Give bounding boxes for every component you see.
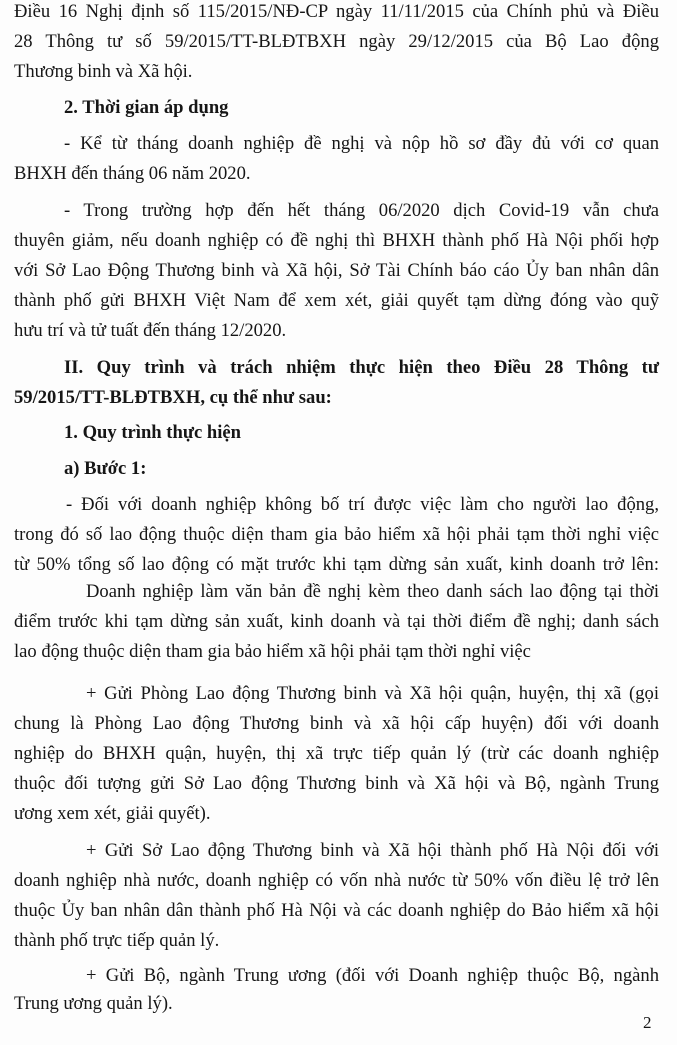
paragraph-line: hưu trí và tử tuất đến tháng 12/2020. (14, 320, 287, 341)
section-heading: 2. Thời gian áp dụng (64, 97, 229, 118)
page-number: 2 (643, 1013, 652, 1032)
bullet-line: ương xem xét, giải quyết). (14, 803, 211, 824)
bullet-line: + Gửi Phòng Lao động Thương binh và Xã hội quận, huyện, thị xã (gọi (86, 683, 659, 704)
bullet-line: chung là Phòng Lao động Thương binh và xã hội cấp huyện) đối với doanh (14, 713, 659, 734)
paragraph-line: lao động thuộc diện tham gia bảo hiểm xã hội phải tạm thời nghỉ việc (14, 641, 531, 662)
paragraph-line: từ 50% tổng số lao động có mặt trước khi tạm dừng sản xuất, kinh doanh trở lên: (14, 554, 659, 575)
paragraph-line: - Trong trường hợp đến hết tháng 06/2020 dịch Covid-19 vẫn chưa (64, 200, 659, 221)
paragraph-line: điểm trước khi tạm dừng sản xuất, kinh doanh và tại thời điểm đề nghị; danh sách (14, 611, 659, 632)
intro-line: 28 Thông tư số 59/2015/TT-BLĐTBXH ngày 29/12/2015 của Bộ Lao động (14, 31, 659, 52)
paragraph-line: trong đó số lao động thuộc diện tham gia bảo hiểm xã hội phải tạm thời nghỉ việc (14, 524, 659, 545)
paragraph-line: với Sở Lao Động Thương binh và Xã hội, Sở Tài Chính báo cáo Ủy ban nhân dân (14, 260, 659, 281)
bullet-line: Trung ương quản lý). (14, 993, 173, 1014)
paragraph-line: Doanh nghiệp làm văn bản đề nghị kèm theo danh sách lao động tại thời (86, 581, 659, 602)
bullet-line: + Gửi Bộ, ngành Trung ương (đối với Doanh nghiệp thuộc Bộ, ngành (86, 965, 659, 986)
bullet-line: nghiệp do BHXH quận, huyện, thị xã trực tiếp quản lý (trừ các doanh nghiệp (14, 743, 659, 764)
subsection-heading: 1. Quy trình thực hiện (64, 422, 241, 443)
bullet-line: thành phố trực tiếp quản lý. (14, 930, 220, 951)
paragraph-line: BHXH đến tháng 06 năm 2020. (14, 163, 251, 184)
intro-line: Thương binh và Xã hội. (14, 61, 193, 82)
intro-line: Điều 16 Nghị định số 115/2015/NĐ-CP ngày 11/11/2015 của Chính phủ và Điều (14, 1, 659, 22)
bullet-line: + Gửi Sở Lao động Thương binh và Xã hội thành phố Hà Nội đối với (86, 840, 659, 861)
paragraph-line: - Đối với doanh nghiệp không bố trí được việc làm cho người lao động, (66, 494, 659, 515)
step-heading: a) Bước 1: (64, 458, 147, 479)
bullet-line: doanh nghiệp nhà nước, doanh nghiệp có vốn nhà nước từ 50% vốn điều lệ trở lên (14, 870, 659, 891)
part-heading: II. Quy trình và trách nhiệm thực hiện theo Điều 28 Thông tư (64, 357, 659, 378)
paragraph-line: thành phố gửi BHXH Việt Nam để xem xét, giải quyết tạm dừng đóng vào quỹ (14, 290, 659, 311)
paragraph-line: - Kể từ tháng doanh nghiệp đề nghị và nộp hồ sơ đầy đủ với cơ quan (64, 133, 659, 154)
bullet-line: thuộc đối tượng gửi Sở Lao động Thương binh và Xã hội và Bộ, ngành Trung (14, 773, 659, 794)
bullet-line: thuộc Ủy ban nhân dân thành phố Hà Nội và các doanh nghiệp do Bảo hiểm xã hội (14, 900, 659, 921)
part-heading: 59/2015/TT-BLĐTBXH, cụ thể như sau: (14, 387, 332, 408)
paragraph-line: thuyên giảm, nếu doanh nghiệp có đề nghị thì BHXH thành phố Hà Nội phối hợp (14, 230, 659, 251)
